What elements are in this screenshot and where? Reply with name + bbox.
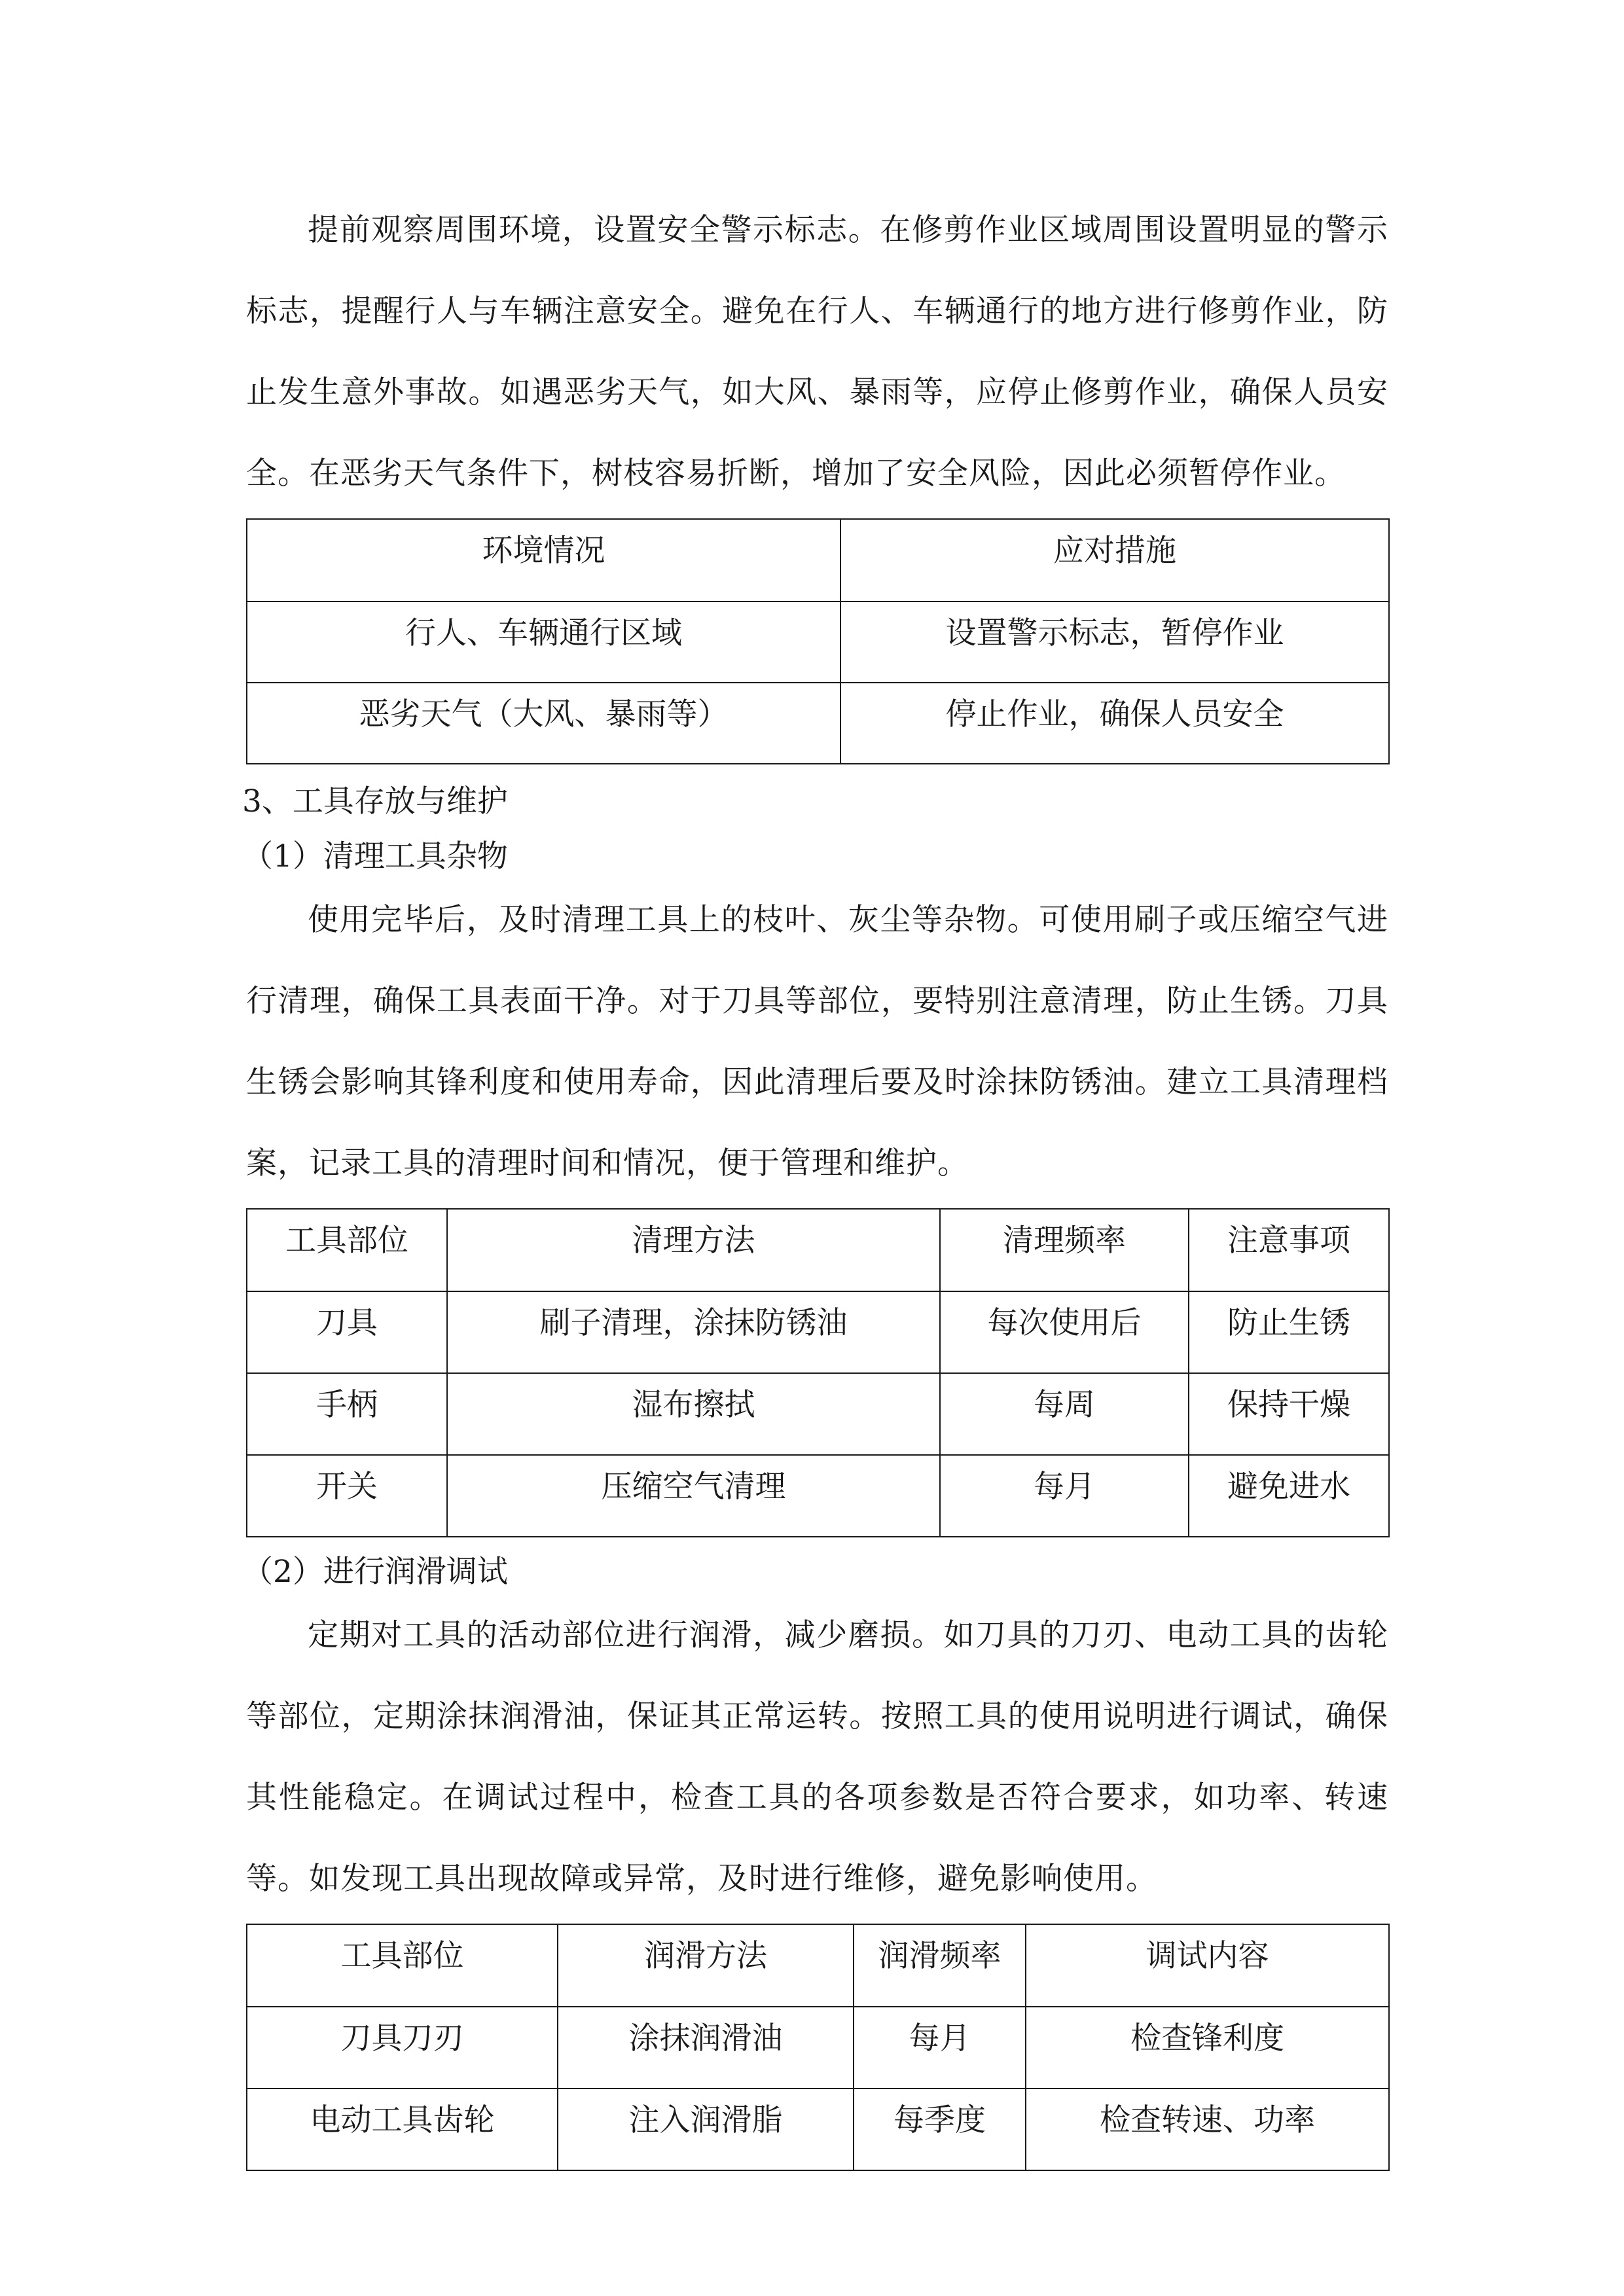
table-cell: 检查转速、功率 [1026,2089,1389,2170]
table-cell: 每周 [940,1373,1189,1455]
table-row [247,683,1389,764]
cleaning-table [246,1208,1390,1537]
environment-table [246,518,1390,764]
table-cell: 刀具刀刃 [247,2007,558,2089]
table-header-cell: 注意事项 [1189,1209,1389,1291]
table-header-cell: 环境情况 [247,519,840,601]
table-cell: 涂抹润滑油 [558,2007,854,2089]
table-cell: 注入润滑脂 [558,2089,854,2170]
table-header-cell: 应对措施 [840,519,1389,601]
table-header-cell: 润滑频率 [854,1924,1026,2007]
table-cell: 开关 [247,1455,447,1537]
subsection-heading: （1）清理工具杂物 [242,838,508,874]
table-cell: 刷子清理，涂抹防锈油 [447,1291,940,1373]
table-row [247,2007,1389,2089]
table-cell: 电动工具齿轮 [247,2089,558,2170]
lubrication-paragraph: 定期对工具的活动部位进行润滑，减少磨损。如刀具的刀刃、电动工具的齿轮等部位，定期涂抹润滑油，保证其正常运转。按照工具的使用说明进行调试，确保其性能稳定。在调试过程中，检查工具的各项参数是否符合要求，如功率、转速等。如发现工具出现故障或异常，及时进行维修，避免影响使用。 [246,1617,1388,1897]
table-cell: 手柄 [247,1373,447,1455]
table-header-cell: 清理方法 [447,1209,940,1291]
table-header-row [247,1924,1389,2007]
table-row [247,1291,1389,1373]
table-cell: 检查锋利度 [1026,2007,1389,2089]
lubrication-table [246,1924,1390,2171]
cleaning-paragraph: 使用完毕后，及时清理工具上的枝叶、灰尘等杂物。可使用刷子或压缩空气进行清理，确保工具表面干净。对于刀具等部位，要特别注意清理，防止生锈。刀具生锈会影响其锋利度和使用寿命，因此清理后要及时涂抹防锈油。建立工具清理档案，记录工具的清理时间和情况，便于管理和维护。 [246,902,1388,1181]
section-heading: 3、工具存放与维护 [242,783,508,819]
table-header-row [247,519,1389,601]
table-row [247,2089,1389,2170]
table-cell: 每月 [940,1455,1189,1537]
table-cell: 每季度 [854,2089,1026,2170]
table-header-row [247,1209,1389,1291]
table-cell: 保持干燥 [1189,1373,1389,1455]
table-cell: 行人、车辆通行区域 [247,601,840,683]
table-row [247,1373,1389,1455]
table-header-cell: 工具部位 [247,1209,447,1291]
table-cell: 停止作业，确保人员安全 [840,683,1389,764]
page-content [242,190,1388,2171]
table-cell: 湿布擦拭 [447,1373,940,1455]
table-cell: 避免进水 [1189,1455,1389,1537]
table-cell: 刀具 [247,1291,447,1373]
table-cell: 设置警示标志，暂停作业 [840,601,1389,683]
table-row [247,601,1389,683]
table-header-cell: 工具部位 [247,1924,558,2007]
table-cell: 每次使用后 [940,1291,1189,1373]
table-row [247,1455,1389,1537]
table-cell: 防止生锈 [1189,1291,1389,1373]
table-cell: 恶劣天气（大风、暴雨等） [247,683,840,764]
table-header-cell: 润滑方法 [558,1924,854,2007]
table-header-cell: 调试内容 [1026,1924,1389,2007]
table-header-cell: 清理频率 [940,1209,1189,1291]
subsection-heading: （2）进行润滑调试 [242,1554,508,1590]
table-cell: 每月 [854,2007,1026,2089]
table-cell: 压缩空气清理 [447,1455,940,1537]
environment-paragraph: 提前观察周围环境，设置安全警示标志。在修剪作业区域周围设置明显的警示标志，提醒行人与车辆注意安全。避免在行人、车辆通行的地方进行修剪作业，防止发生意外事故。如遇恶劣天气，如大风、暴雨等，应停止修剪作业，确保人员安全。在恶劣天气条件下，树枝容易折断，增加了安全风险，因此必须暂停作业。 [246,212,1388,492]
